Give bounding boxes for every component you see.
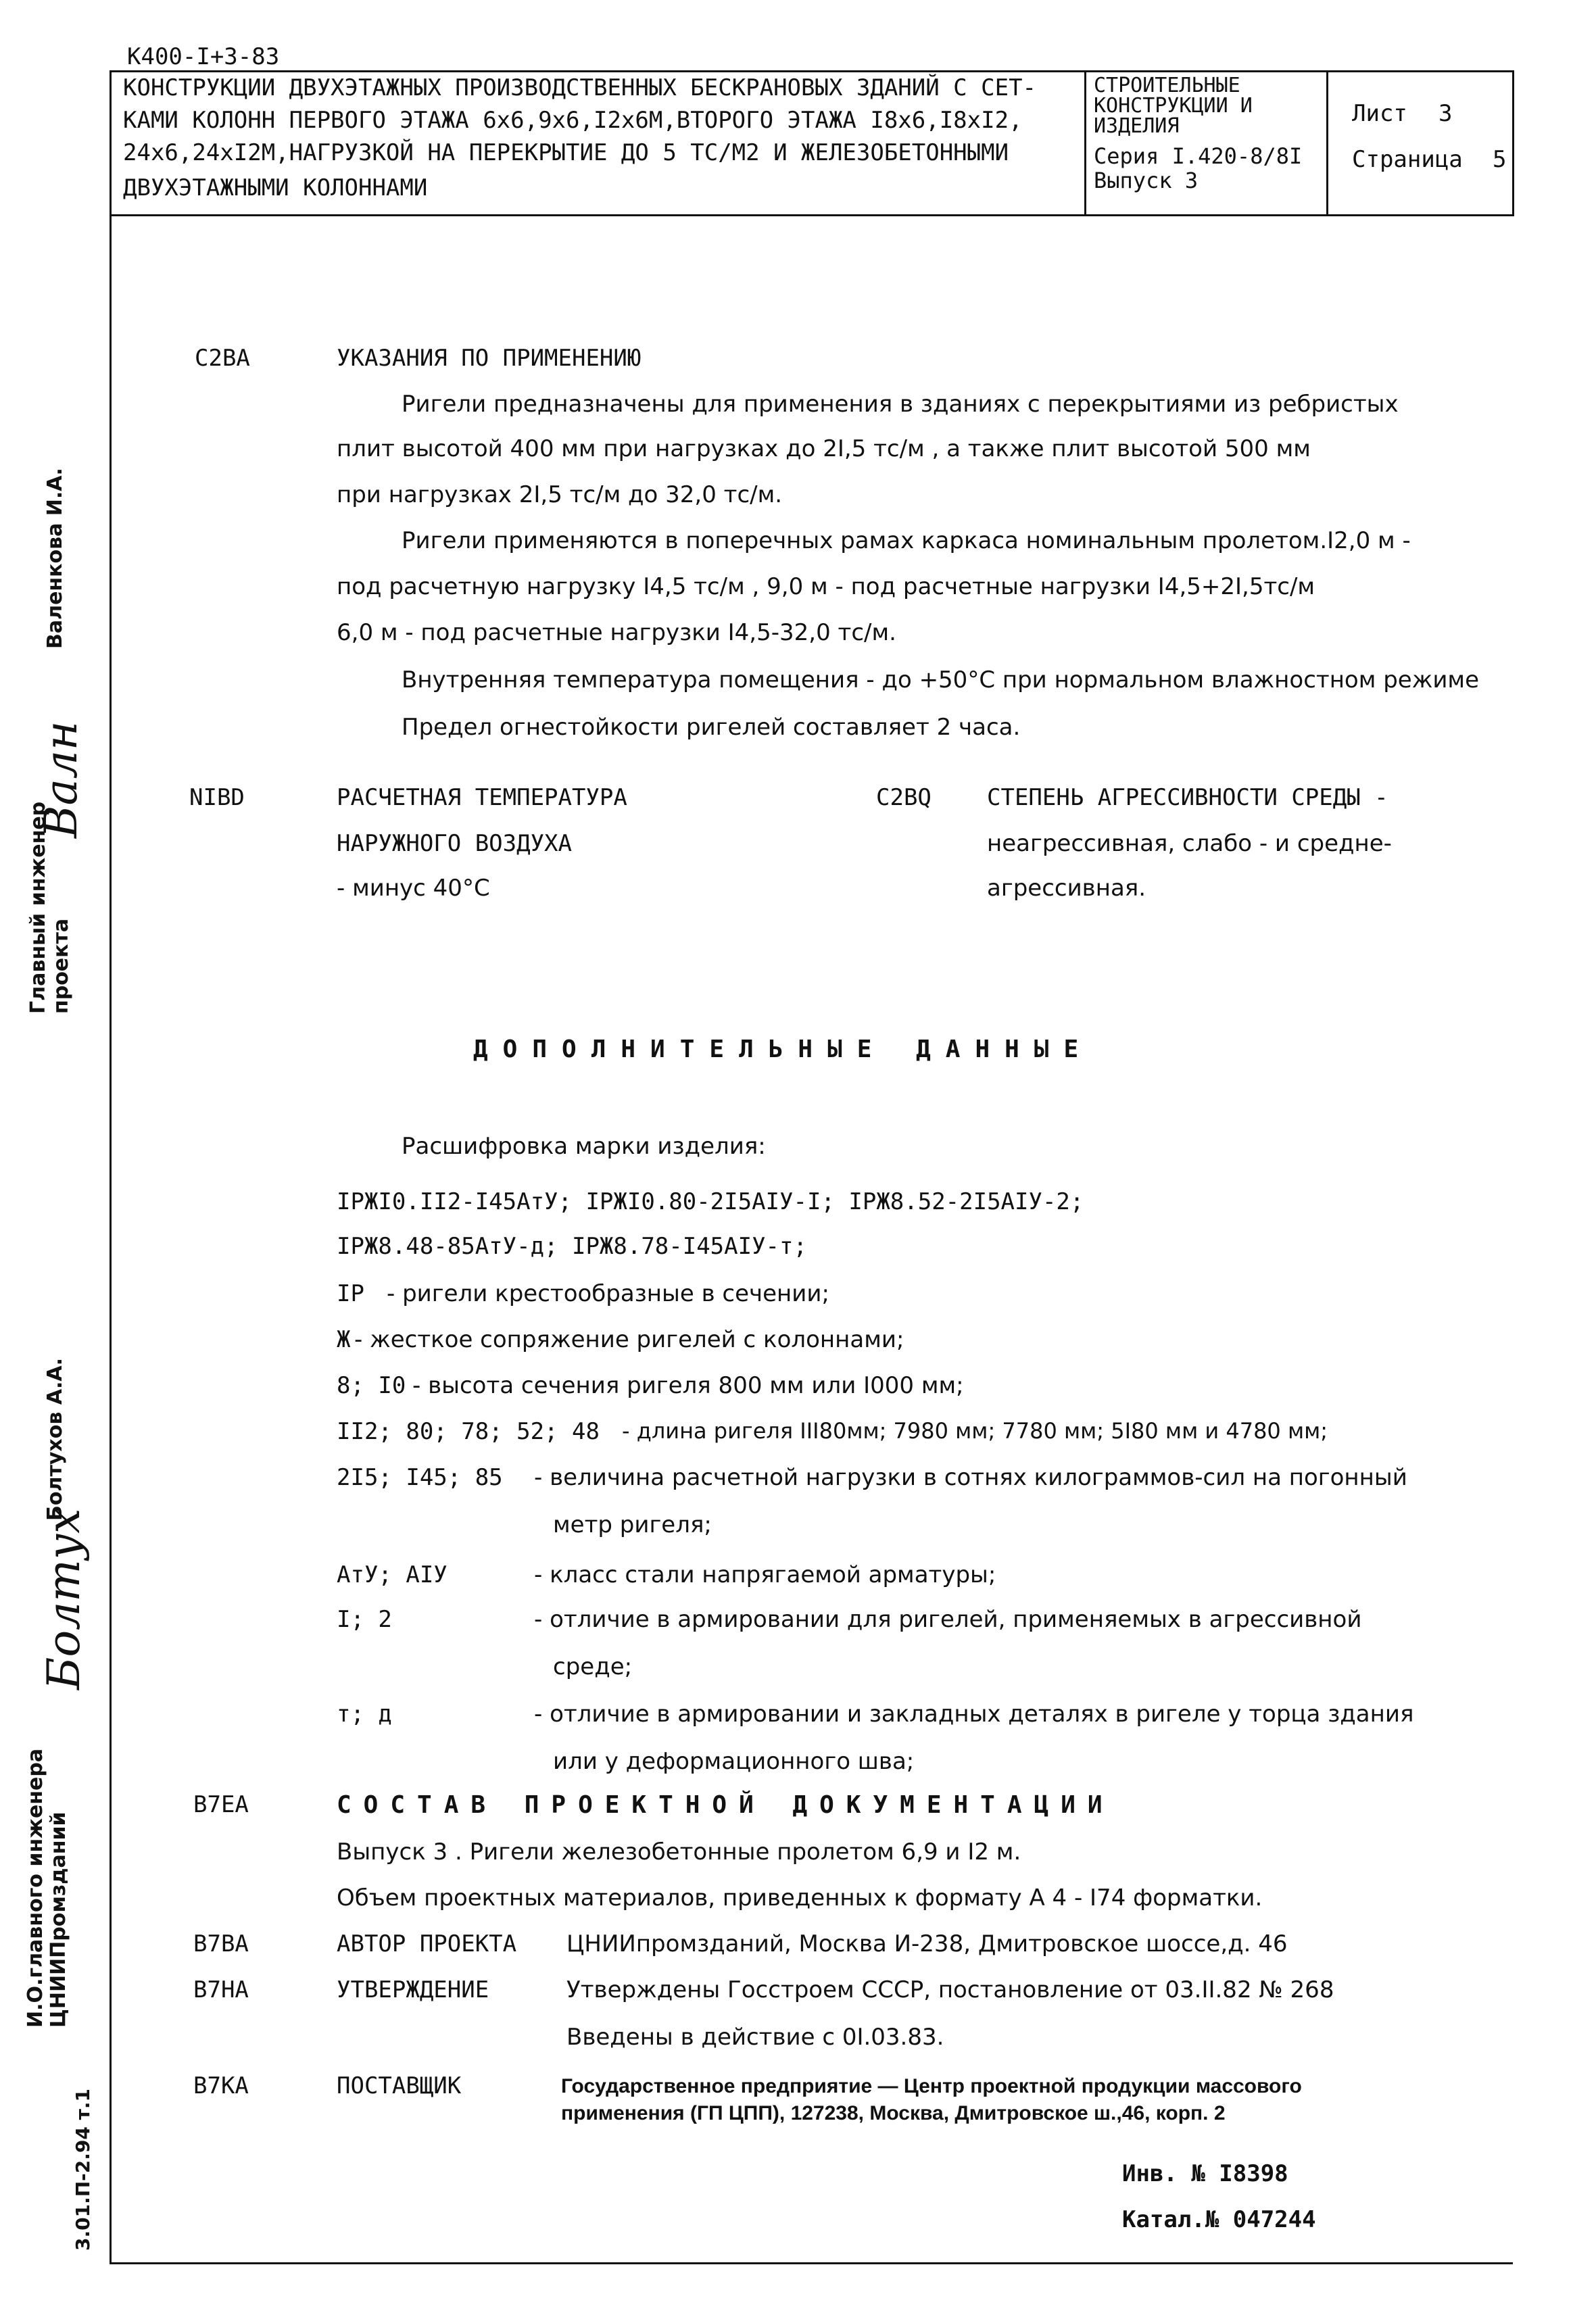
header-section-line: Серия I.420-8/8I — [1094, 143, 1303, 169]
decode-key: Ж — [337, 1326, 351, 1353]
decode-key: 8; I0 — [337, 1372, 406, 1399]
code-b7ha: B7HA — [193, 1976, 249, 2003]
code-b7ka: B7KA — [193, 2072, 249, 2099]
decode-text-cont: среде; — [553, 1653, 633, 1680]
approval-label: УТВЕРЖДЕНИЕ — [337, 1976, 489, 2003]
document-code: К400-I+3-83 — [127, 43, 280, 70]
acting-engineer-role-line: И.О.главного инженера — [24, 1748, 47, 2028]
decode-text: - отличие в армировании и закладных деталях в ригеле у торца здания — [534, 1701, 1414, 1728]
decode-key: АтУ; АIУ — [337, 1561, 448, 1588]
decode-key: 2I5; I45; 85 — [337, 1464, 503, 1491]
mark-intro: Расшифровка марки изделия: — [402, 1133, 766, 1160]
frame-bottom — [110, 2262, 1513, 2264]
frame-left — [110, 212, 112, 2264]
supplier-label: ПОСТАВЩИК — [337, 2072, 462, 2099]
supplier-text: применения (ГП ЦПП), 127238, Москва, Дмитровское ш.,46, корп. 2 — [561, 2102, 1226, 2124]
acting-engineer-name: Болтухов А.А. — [43, 1357, 67, 1521]
decode-text-cont: метр ригеля; — [553, 1511, 712, 1538]
decode-text: - жесткое сопряжение ригелей с колоннами; — [354, 1326, 904, 1353]
page-label: Страница — [1352, 146, 1463, 173]
aggressiveness-line: неагрессивная, слабо - и средне- — [987, 830, 1392, 857]
decode-text: - величина расчетной нагрузки в сотнях килограммов-сил на погонный — [534, 1464, 1407, 1491]
usage-line: 6,0 м - под расчетные нагрузки I4,5-32,0 тс/м. — [337, 619, 896, 646]
decode-text-cont: или у деформационного шва; — [553, 1748, 915, 1775]
documentation-line: Объем проектных материалов, приведенных к формату А 4 - I74 форматки. — [337, 1884, 1263, 1911]
documentation-line: Выпуск 3 . Ригели железобетонные пролетом 6,9 и I2 м. — [337, 1838, 1021, 1866]
approval-text: Введены в действие с 0I.03.83. — [566, 2024, 944, 2051]
section-heading-usage: УКАЗАНИЯ ПО ПРИМЕНЕНИЮ — [337, 345, 642, 372]
additional-data-heading: ДОПОЛНИТЕЛЬНЫЕ ДАННЫЕ — [473, 1035, 1094, 1063]
usage-line: при нагрузках 2I,5 тс/м до 32,0 тс/м. — [337, 481, 783, 508]
page-number: 5 — [1493, 146, 1507, 173]
form-code: 3.01.П-2.94 т.1 — [72, 2089, 94, 2251]
code-b7ea: B7EA — [193, 1791, 249, 1818]
approval-text: Утверждены Госстроем СССР, постановление от 03.II.82 № 268 — [566, 1976, 1334, 2003]
acting-engineer-role-line: ЦНИИПромзданий — [47, 1811, 70, 2028]
outdoor-temp-line: - минус 40°С — [337, 875, 490, 902]
code-b7ba: B7BA — [193, 1930, 249, 1957]
usage-line: под расчетную нагрузку I4,5 тс/м , 9,0 м - под расчетные нагрузки I4,5+2I,5тс/м — [337, 573, 1315, 600]
decode-key: IР — [337, 1280, 364, 1307]
decode-key: II2; 80; 78; 52; 48 — [337, 1418, 600, 1445]
supplier-text: Государственное предприятие — Центр проектной продукции массового — [561, 2075, 1302, 2097]
decode-text: - отличие в армировании для ригелей, применяемых в агрессивной — [534, 1606, 1362, 1633]
decode-key: т; д — [337, 1701, 392, 1728]
header-title-line: 24x6,24xI2М,НАГРУЗКОЙ НА ПЕРЕКРЫТИЕ ДО 5 ТС/М2 И ЖЕЛЕЗОБЕТОННЫМИ — [123, 139, 1009, 166]
author-text: ЦНИИпромзданий, Москва И-238, Дмитровское шоссе,д. 46 — [566, 1930, 1288, 1957]
header-section-line: КОНСТРУКЦИИ И — [1094, 94, 1253, 118]
usage-line: плит высотой 400 мм при нагрузках до 2I,5 тс/м , а также плит высотой 500 мм — [337, 435, 1311, 462]
mark-examples: IРЖ8.48-85АтУ-д; IРЖ8.78-I45АIУ-т; — [337, 1233, 807, 1260]
acting-engineer-role — [24, 1749, 70, 2028]
aggressiveness-line: агрессивная. — [987, 875, 1146, 902]
aggressiveness-line: СТЕПЕНЬ АГРЕССИВНОСТИ СРЕДЫ - — [987, 784, 1388, 811]
header-section-line: ИЗДЕЛИЯ — [1094, 114, 1180, 138]
documentation-heading: СОСТАВ ПРОЕКТНОЙ ДОКУМЕНТАЦИИ — [337, 1791, 1115, 1819]
chief-engineer-role-line: Главный инженер — [26, 801, 50, 1014]
usage-line: Предел огнестойкости ригелей составляет 2 часа. — [402, 714, 1021, 741]
code-c2ba: C2BA — [195, 345, 250, 372]
header-section-line: СТРОИТЕЛЬНЫЕ — [1094, 74, 1240, 97]
decode-key: I; 2 — [337, 1606, 392, 1633]
acting-engineer-signature: Болтух — [38, 1508, 90, 1690]
usage-line: Внутренняя температура помещения - до +50°С при нормальном влажностном режиме — [402, 666, 1479, 693]
decode-text: - класс стали напрягаемой арматуры; — [534, 1561, 996, 1588]
author-label: АВТОР ПРОЕКТА — [337, 1930, 517, 1957]
chief-engineer-signature: Валн — [35, 721, 87, 838]
outdoor-temp-line: РАСЧЕТНАЯ ТЕМПЕРАТУРА — [337, 784, 627, 811]
header-title-line: КОНСТРУКЦИИ ДВУХЭТАЖНЫХ ПРОИЗВОДСТВЕННЫХ БЕСКРАНОВЫХ ЗДАНИЙ С СЕТ- — [123, 74, 1037, 101]
mark-examples: IРЖI0.II2-I45АтУ; IРЖI0.80-2I5АIУ-I; IРЖ8.52-2I5АIУ-2; — [337, 1188, 1084, 1215]
decode-text: - длина ригеля III80мм; 7980 мм; 7780 мм; 5I80 мм и 4780 мм; — [622, 1418, 1328, 1444]
chief-engineer-role-line: проекта — [49, 918, 73, 1014]
decode-text: - высота сечения ригеля 800 мм или I000 мм; — [412, 1372, 964, 1399]
title-divider-2 — [1326, 70, 1328, 214]
sheet-label: Лист — [1352, 100, 1407, 127]
outdoor-temp-line: НАРУЖНОГО ВОЗДУХА — [337, 830, 572, 857]
sheet-number: 3 — [1438, 100, 1453, 127]
code-nibd: NIBD — [189, 784, 245, 811]
chief-engineer-name: Валенкова И.А. — [43, 468, 67, 649]
catalog-number: Катал.№ 047244 — [1122, 2206, 1316, 2233]
usage-line: Ригели предназначены для применения в зданиях с перекрытиями из ребристых — [402, 391, 1399, 418]
title-divider-1 — [1084, 70, 1086, 214]
header-title-line: ДВУХЭТАЖНЫМИ КОЛОННАМИ — [123, 174, 428, 201]
header-title-line: КАМИ КОЛОНН ПЕРВОГО ЭТАЖА 6x6,9x6,I2x6М,ВТОРОГО ЭТАЖА I8x6,I8xI2, — [123, 107, 1023, 134]
decode-text: - ригели крестообразные в сечении; — [387, 1280, 829, 1307]
inventory-number: Инв. № I8398 — [1122, 2160, 1288, 2187]
usage-line: Ригели применяются в поперечных рамах каркаса номинальным пролетом.I2,0 м - — [402, 527, 1411, 554]
header-section-line: Выпуск 3 — [1094, 168, 1199, 193]
code-c2bq: C2BQ — [876, 784, 932, 811]
